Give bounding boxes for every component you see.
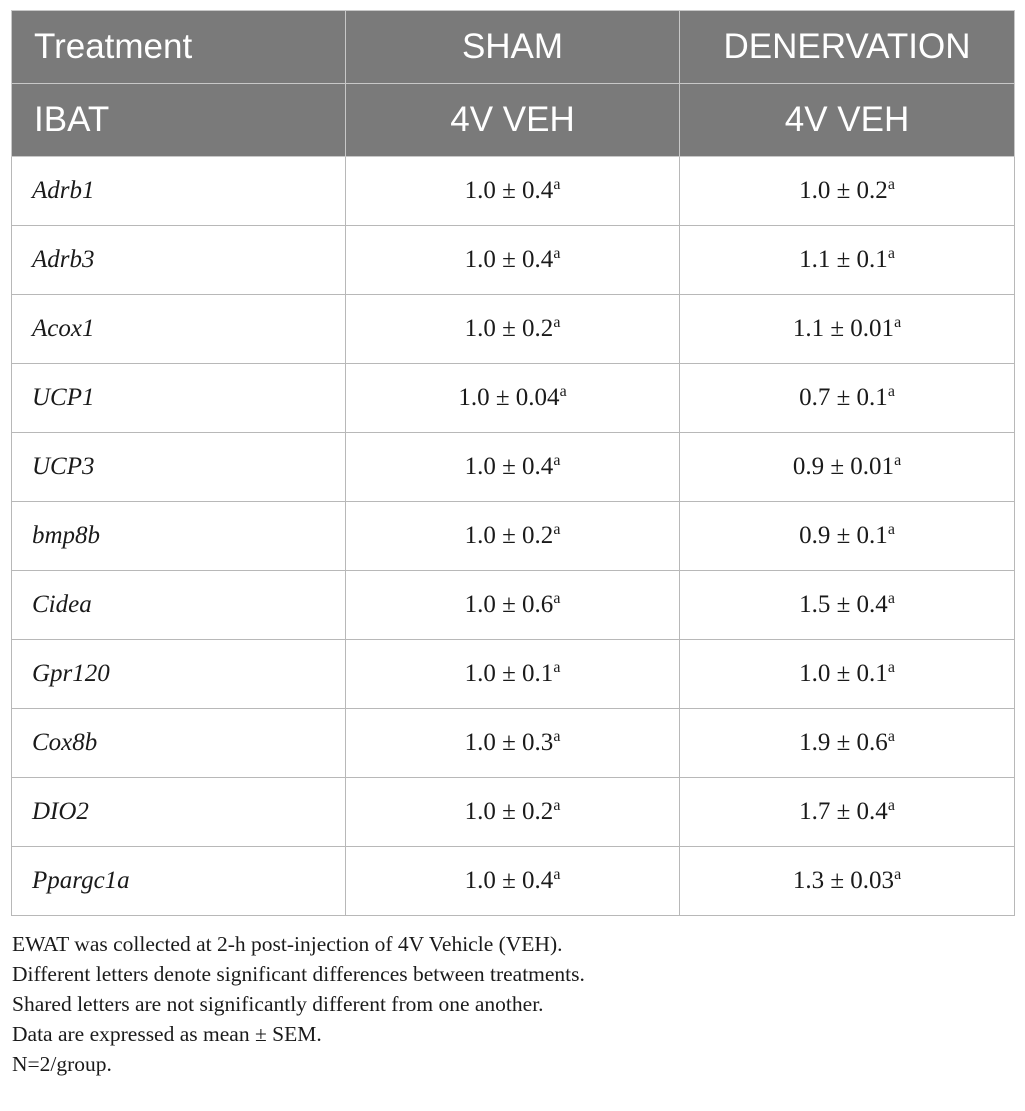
denervation-value-cell bbox=[680, 226, 1015, 295]
header-tissue-label: IBAT bbox=[12, 84, 346, 157]
table-row bbox=[12, 295, 1015, 364]
table-row bbox=[12, 433, 1015, 502]
table-row bbox=[12, 364, 1015, 433]
significance-letter: a bbox=[553, 659, 561, 676]
gene-name-cell: bmp8b bbox=[12, 502, 346, 571]
sham-value-cell bbox=[346, 295, 680, 364]
denervation-value-text: 1.1 ± 0.01 bbox=[792, 315, 895, 342]
sham-value-cell bbox=[346, 571, 680, 640]
significance-letter: a bbox=[887, 728, 895, 745]
significance-letter: a bbox=[887, 383, 895, 400]
gene-name-cell: DIO2 bbox=[12, 778, 346, 847]
significance-letter: a bbox=[887, 245, 895, 262]
denervation-value-text: 1.9 ± 0.6 bbox=[799, 729, 888, 756]
gene-name-cell: UCP1 bbox=[12, 364, 346, 433]
sham-value-text: 1.0 ± 0.2 bbox=[464, 798, 554, 825]
footnote-letters: Different letters denote significant differences between treatments. bbox=[12, 962, 585, 986]
sham-value-text: 1.0 ± 0.4 bbox=[464, 177, 554, 204]
significance-letter: a bbox=[559, 383, 567, 400]
sham-value-cell bbox=[346, 709, 680, 778]
table-row bbox=[12, 709, 1015, 778]
significance-letter: a bbox=[553, 314, 561, 331]
gene-name-cell: Cox8b bbox=[12, 709, 346, 778]
significance-letter: a bbox=[553, 590, 561, 607]
denervation-value-cell bbox=[680, 157, 1015, 226]
header-denervation-condition: 4V VEH bbox=[680, 84, 1015, 157]
gene-name-cell: Adrb3 bbox=[12, 226, 346, 295]
header-sham-condition: 4V VEH bbox=[346, 84, 680, 157]
sham-value-text: 1.0 ± 0.4 bbox=[464, 453, 554, 480]
denervation-value-cell bbox=[680, 433, 1015, 502]
table-row bbox=[12, 640, 1015, 709]
gene-name-cell: Acox1 bbox=[12, 295, 346, 364]
sham-value-cell bbox=[346, 226, 680, 295]
denervation-value-text: 0.9 ± 0.1 bbox=[799, 522, 888, 549]
sham-value-cell bbox=[346, 157, 680, 226]
table-row bbox=[12, 571, 1015, 640]
significance-letter: a bbox=[553, 176, 561, 193]
header-sham-label: SHAM bbox=[346, 11, 680, 84]
denervation-value-text: 1.5 ± 0.4 bbox=[799, 591, 888, 618]
significance-letter: a bbox=[887, 176, 895, 193]
denervation-value-text: 1.3 ± 0.03 bbox=[792, 867, 895, 894]
sham-value-text: 1.0 ± 0.2 bbox=[464, 315, 554, 342]
gene-name-cell: Adrb1 bbox=[12, 157, 346, 226]
header-row-tissue bbox=[12, 84, 1015, 157]
denervation-value-cell bbox=[680, 640, 1015, 709]
header-row-treatment bbox=[12, 11, 1015, 84]
denervation-value-cell bbox=[680, 847, 1015, 916]
sham-value-cell bbox=[346, 640, 680, 709]
data-table bbox=[11, 10, 1015, 916]
denervation-value-cell bbox=[680, 778, 1015, 847]
denervation-value-text: 1.0 ± 0.1 bbox=[799, 660, 888, 687]
footnote-shared-letters: Shared letters are not significantly different from one another. bbox=[12, 992, 544, 1016]
footnote-data-expression: Data are expressed as mean ± SEM. bbox=[12, 1022, 322, 1046]
significance-letter: a bbox=[894, 866, 902, 883]
sham-value-text: 1.0 ± 0.04 bbox=[458, 384, 560, 411]
footnote-sample-size: N=2/group. bbox=[12, 1052, 112, 1076]
denervation-value-text: 1.0 ± 0.2 bbox=[799, 177, 888, 204]
header-treatment-label: Treatment bbox=[12, 11, 346, 84]
denervation-value-cell bbox=[680, 364, 1015, 433]
sham-value-text: 1.0 ± 0.1 bbox=[464, 660, 554, 687]
denervation-value-text: 0.9 ± 0.01 bbox=[792, 453, 895, 480]
table-row bbox=[12, 778, 1015, 847]
significance-letter: a bbox=[553, 866, 561, 883]
sham-value-cell bbox=[346, 433, 680, 502]
gene-name-cell: Cidea bbox=[12, 571, 346, 640]
table-row bbox=[12, 226, 1015, 295]
sham-value-cell bbox=[346, 847, 680, 916]
significance-letter: a bbox=[553, 245, 561, 262]
significance-letter: a bbox=[887, 797, 895, 814]
sham-value-cell bbox=[346, 364, 680, 433]
table-body bbox=[12, 157, 1015, 916]
significance-letter: a bbox=[553, 728, 561, 745]
sham-value-text: 1.0 ± 0.4 bbox=[464, 867, 554, 894]
table-header bbox=[12, 11, 1015, 157]
significance-letter: a bbox=[553, 521, 561, 538]
sham-value-text: 1.0 ± 0.6 bbox=[464, 591, 554, 618]
sham-value-cell bbox=[346, 502, 680, 571]
denervation-value-text: 1.7 ± 0.4 bbox=[799, 798, 888, 825]
denervation-value-cell bbox=[680, 571, 1015, 640]
gene-name-cell: UCP3 bbox=[12, 433, 346, 502]
significance-letter: a bbox=[887, 521, 895, 538]
table-row bbox=[12, 847, 1015, 916]
significance-letter: a bbox=[553, 797, 561, 814]
significance-letter: a bbox=[887, 659, 895, 676]
table-row bbox=[12, 157, 1015, 226]
denervation-value-cell bbox=[680, 502, 1015, 571]
table-footnotes bbox=[12, 929, 1012, 1079]
sham-value-text: 1.0 ± 0.2 bbox=[464, 522, 554, 549]
significance-letter: a bbox=[553, 452, 561, 469]
sham-value-cell bbox=[346, 778, 680, 847]
denervation-value-cell bbox=[680, 709, 1015, 778]
gene-name-cell: Ppargc1a bbox=[12, 847, 346, 916]
sham-value-text: 1.0 ± 0.4 bbox=[464, 246, 554, 273]
significance-letter: a bbox=[894, 452, 902, 469]
significance-letter: a bbox=[894, 314, 902, 331]
denervation-value-cell bbox=[680, 295, 1015, 364]
header-denervation-label: DENERVATION bbox=[680, 11, 1015, 84]
table-row bbox=[12, 502, 1015, 571]
significance-letter: a bbox=[887, 590, 895, 607]
gene-name-cell: Gpr120 bbox=[12, 640, 346, 709]
footnote-collection: EWAT was collected at 2-h post-injection of 4V Vehicle (VEH). bbox=[12, 932, 563, 956]
sham-value-text: 1.0 ± 0.3 bbox=[464, 729, 554, 756]
denervation-value-text: 1.1 ± 0.1 bbox=[799, 246, 888, 273]
denervation-value-text: 0.7 ± 0.1 bbox=[799, 384, 888, 411]
